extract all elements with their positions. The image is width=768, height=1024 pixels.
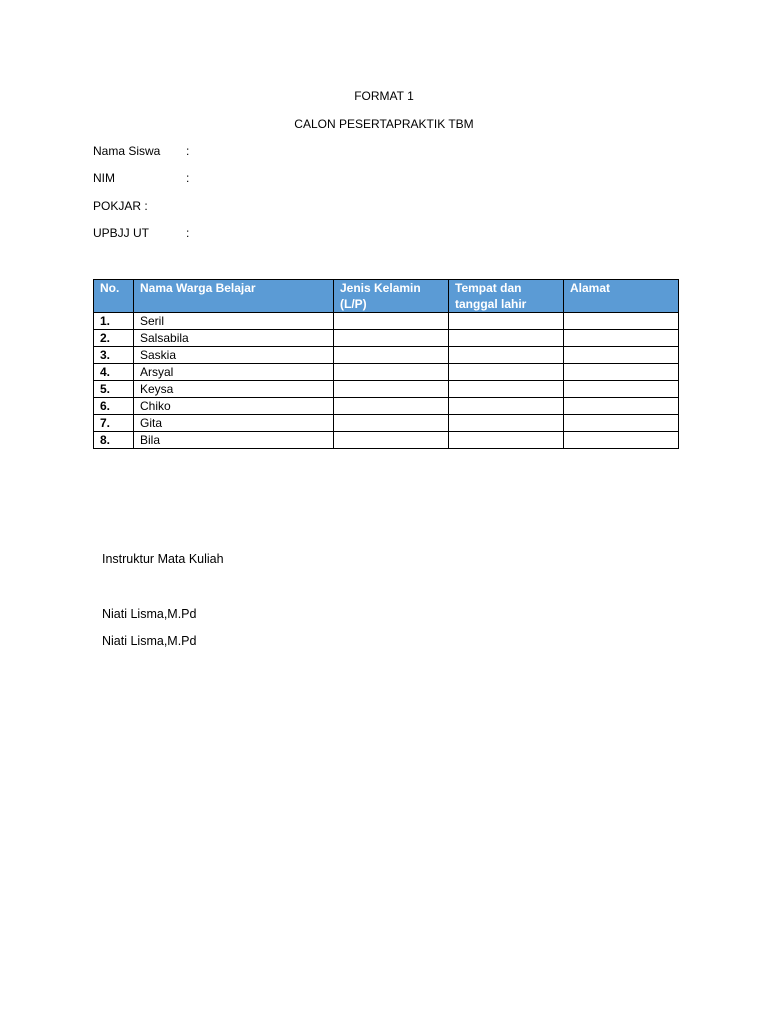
row-birth <box>449 432 564 449</box>
row-gender <box>334 381 449 398</box>
header-nama-warga-belajar: Nama Warga Belajar <box>134 280 334 313</box>
signature-name-repeat: Niati Lisma,M.Pd <box>102 634 197 648</box>
row-birth <box>449 415 564 432</box>
signature-role: Instruktur Mata Kuliah <box>102 552 224 566</box>
row-address <box>564 313 679 330</box>
row-name: Saskia <box>134 347 334 364</box>
field-pokjar <box>93 199 148 213</box>
row-number: 7. <box>94 415 134 432</box>
row-name: Keysa <box>134 381 334 398</box>
row-name: Seril <box>134 313 334 330</box>
table-row <box>94 364 679 381</box>
row-gender <box>334 364 449 381</box>
row-birth <box>449 313 564 330</box>
row-name: Bila <box>134 432 334 449</box>
table-row <box>94 415 679 432</box>
table-row <box>94 330 679 347</box>
row-birth <box>449 398 564 415</box>
row-address <box>564 398 679 415</box>
row-number: 3. <box>94 347 134 364</box>
row-gender <box>334 347 449 364</box>
row-address <box>564 330 679 347</box>
row-number: 2. <box>94 330 134 347</box>
signature-name: Niati Lisma,M.Pd <box>102 607 197 621</box>
row-gender <box>334 432 449 449</box>
header-alamat: Alamat <box>564 280 679 313</box>
field-nama-siswa <box>93 144 190 158</box>
row-number: 8. <box>94 432 134 449</box>
field-colon: : <box>186 144 190 158</box>
field-colon: : <box>186 226 190 240</box>
row-address <box>564 381 679 398</box>
row-name: Chiko <box>134 398 334 415</box>
row-address <box>564 364 679 381</box>
row-number: 1. <box>94 313 134 330</box>
field-nim <box>93 171 190 185</box>
field-upbjj-ut <box>93 226 190 240</box>
row-address <box>564 432 679 449</box>
row-address <box>564 347 679 364</box>
field-label: UPBJJ UT <box>93 226 150 240</box>
header-tempat-tanggal-lahir: Tempat dan tanggal lahir <box>449 280 564 313</box>
row-birth <box>449 347 564 364</box>
table-row <box>94 347 679 364</box>
row-name: Arsyal <box>134 364 334 381</box>
table-row <box>94 432 679 449</box>
row-name: Salsabila <box>134 330 334 347</box>
field-label: NIM <box>93 171 115 185</box>
field-label: Nama Siswa <box>93 144 161 158</box>
row-birth <box>449 381 564 398</box>
header-no: No. <box>94 280 134 313</box>
format-label: FORMAT 1 <box>354 89 414 103</box>
row-birth <box>449 330 564 347</box>
header-jenis-kelamin: Jenis Kelamin (L/P) <box>334 280 449 313</box>
row-birth <box>449 364 564 381</box>
table-header-row <box>94 280 679 313</box>
row-number: 5. <box>94 381 134 398</box>
document-title: CALON PESERTAPRAKTIK TBM <box>294 117 474 131</box>
field-colon: : <box>186 171 190 185</box>
table-row <box>94 398 679 415</box>
row-name: Gita <box>134 415 334 432</box>
row-number: 6. <box>94 398 134 415</box>
row-gender <box>334 313 449 330</box>
row-address <box>564 415 679 432</box>
participant-table <box>93 279 679 449</box>
row-gender <box>334 330 449 347</box>
table-row <box>94 313 679 330</box>
table-row <box>94 381 679 398</box>
row-gender <box>334 398 449 415</box>
field-label: POKJAR : <box>93 199 148 213</box>
row-number: 4. <box>94 364 134 381</box>
row-gender <box>334 415 449 432</box>
